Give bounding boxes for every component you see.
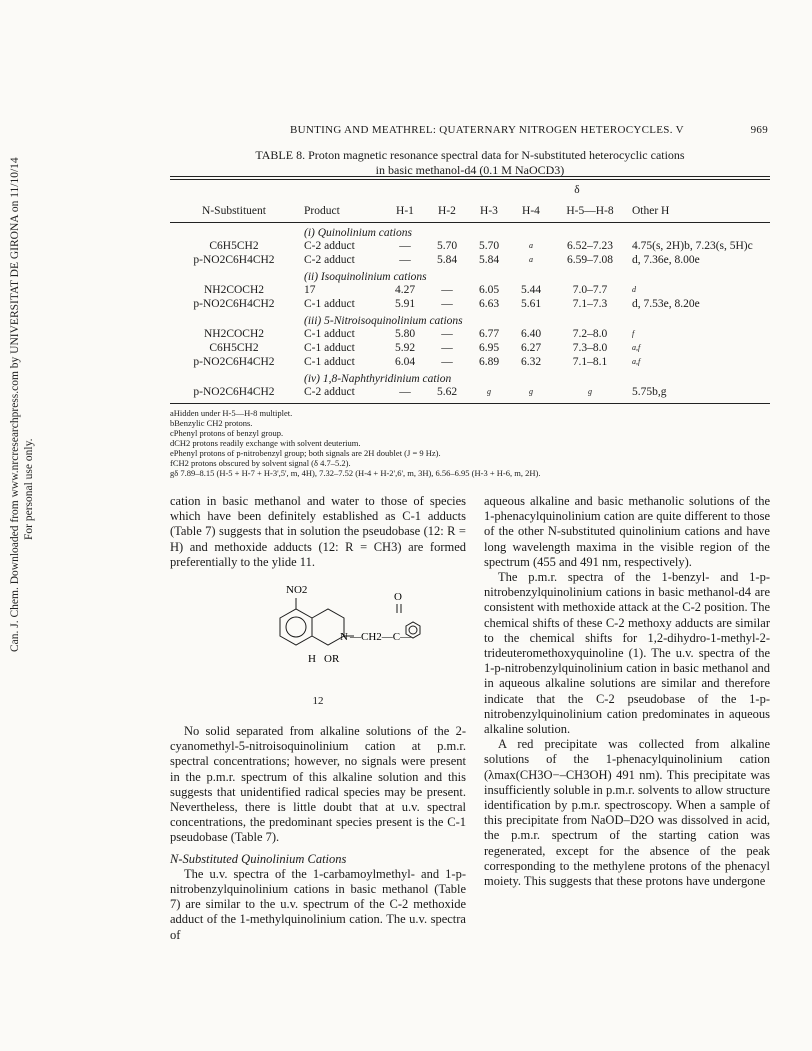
table-cell: 6.32 bbox=[520, 355, 542, 368]
table-cell: 6.52–7.23 bbox=[567, 239, 613, 252]
table-cell: f bbox=[632, 328, 635, 338]
section-label: (ii) Isoquinolinium cations bbox=[304, 270, 427, 283]
table-cell: — bbox=[441, 327, 453, 340]
table-cell: 7.1–7.3 bbox=[572, 297, 608, 310]
section-label: (iv) 1,8-Naphthyridinium cation bbox=[304, 372, 452, 385]
table-cell: 6.59–7.08 bbox=[567, 253, 613, 266]
table-cell: — bbox=[399, 239, 411, 252]
table-cell: 6.95 bbox=[478, 341, 500, 354]
table-header-row bbox=[170, 200, 770, 222]
right-paragraph-3: A red precipitate was collected from alkaline solutions of the 1-phenacylquinolinium cation (λmax(CH3O−–CH3OH) 491 nm). This precipitate was insufficiently soluble in p.m.r. solvents to allow structure identification by p.m.r. spectroscopy. When a sample of this precipitate from NaOD–D2O was dissolved in acid, the p.m.r. spectrum of the starting cation was regenerated, except for the absence of the peak corresponding to the methylene protons of the phenacyl moiety. This suggests that these protons have undergone bbox=[484, 737, 770, 889]
right-paragraph-1: aqueous alkaline and basic methanolic solutions of the 1-phenacylquinolinium cation are quite different to those of the other N-substituted quinolinium cations and have long wavelength maxima in the visible region of the spectrum (455 and 491 nm, respectively). bbox=[484, 494, 770, 569]
table-cell: d, 7.53e, 8.20e bbox=[632, 297, 700, 310]
structure-12 bbox=[170, 578, 466, 710]
table-cell: 5.62 bbox=[436, 385, 458, 398]
column-header: H-3 bbox=[480, 204, 498, 217]
table-footnotes bbox=[170, 408, 770, 478]
or-label: OR bbox=[324, 653, 340, 666]
table-cell: 6.04 bbox=[394, 355, 416, 368]
table-cell: 5.91 bbox=[394, 297, 416, 310]
table-section-label bbox=[170, 311, 770, 327]
table-cell: 5.92 bbox=[394, 341, 416, 354]
table-cell: 6.63 bbox=[478, 297, 500, 310]
table-cell: — bbox=[399, 385, 411, 398]
table-cell: 6.89 bbox=[478, 355, 500, 368]
table-cell: 5.44 bbox=[520, 283, 542, 296]
oxygen-label: O bbox=[394, 591, 402, 604]
download-notice-line2: For personal use only. bbox=[23, 438, 35, 540]
footnote: cPhenyl protons of benzyl group. bbox=[170, 427, 284, 438]
table-cell: 4.75(s, 2H)b, 7.23(s, 5H)c bbox=[632, 239, 753, 252]
footnote: dCH2 protons readily exchange with solvent deuterium. bbox=[170, 437, 361, 448]
table-cell: 4.27 bbox=[394, 283, 416, 296]
table-cell: C-2 adduct bbox=[304, 385, 355, 398]
table-cell: p-NO2C6H4CH2 bbox=[193, 355, 275, 368]
table-section-label bbox=[170, 369, 770, 385]
table-cell: a bbox=[529, 240, 533, 250]
table-row bbox=[170, 355, 770, 369]
table-cell: 7.2–8.0 bbox=[572, 327, 608, 340]
table-cell: C6H5CH2 bbox=[209, 239, 259, 252]
table-row bbox=[170, 283, 770, 297]
table-cell: g bbox=[588, 386, 592, 396]
delta-symbol: δ bbox=[574, 184, 580, 196]
running-title: BUNTING AND MEATHREL: QUATERNARY NITROGEN HETEROCYCLES. V bbox=[290, 124, 684, 136]
table-cell: 17 bbox=[304, 283, 316, 296]
table-bottom-rule bbox=[170, 403, 770, 404]
section-label: (i) Quinolinium cations bbox=[304, 226, 412, 239]
structure-number: 12 bbox=[312, 695, 324, 708]
table-cell: C-1 adduct bbox=[304, 355, 355, 368]
table-cell: — bbox=[441, 297, 453, 310]
hydrogen-label: H bbox=[308, 653, 316, 666]
table-cell: d bbox=[632, 284, 636, 294]
table-row bbox=[170, 385, 770, 399]
download-notice bbox=[2, 40, 46, 660]
table-cell: a,f bbox=[632, 342, 641, 352]
table-row bbox=[170, 297, 770, 311]
table-cell: C-2 adduct bbox=[304, 239, 355, 252]
table-cell: 7.3–8.0 bbox=[572, 341, 608, 354]
left-paragraph-2: No solid separated from alkaline solutions of the 2-cyanomethyl-5-nitroisoquinolinium cation at p.m.r. spectral concentrations; however, no signals were present in the p.m.r. spectrum of this alkaline solution and this suggests that unidentified radical species may be present. Nevertheless, there is little doubt that at u.v. spectral concentrations, the predominant species present is the C-1 pseudobase (Table 7). bbox=[170, 724, 466, 845]
left-column bbox=[170, 494, 466, 943]
footnote: gδ 7.89–8.15 (H-5 + H-7 + H-3',5', m, 4H), 7.32–7.52 (H-4 + H-2',6', m, 3H), 6.56–6.95 (H-3 + H-6, m, 2H). bbox=[170, 467, 541, 478]
table-section-label bbox=[170, 267, 770, 283]
table-cell: — bbox=[441, 283, 453, 296]
table-cell: C-1 adduct bbox=[304, 297, 355, 310]
table-cell: — bbox=[441, 355, 453, 368]
footnote: bBenzylic CH2 protons. bbox=[170, 417, 253, 428]
table-cell: NH2COCH2 bbox=[203, 327, 265, 340]
table-cell: 5.80 bbox=[394, 327, 416, 340]
table-cell: — bbox=[441, 341, 453, 354]
table-cell: a bbox=[529, 254, 533, 264]
section-label: (iii) 5-Nitroisoquinolinium cations bbox=[304, 314, 463, 327]
table-cell: C6H5CH2 bbox=[209, 341, 259, 354]
column-header: Product bbox=[304, 204, 340, 217]
right-paragraph-2: The p.m.r. spectra of the 1-benzyl- and 1-p-nitrobenzylquinolinium cations in basic methanol-d4 are consistent with methoxide attack at the C-2 position. The chemical shifts of these C-2 methoxy adducts are similar to the chemical shifts for 1,2-dihydro-1-methyl-2-trideuteromethoxyquinoline (1). The u.v. spectra of the 1-p-nitrobenzylquinolinium cation in basic methanol and in aqueous alkaline solutions are similar and therefore indicate that the C-2 pseudobase of the 1-p-nitrobenzylquinolinium cation predominates in aqueous alkaline solution. bbox=[484, 570, 770, 737]
table-row bbox=[170, 253, 770, 267]
footnote: ePhenyl protons of p-nitrobenzyl group; both signals are 2H doublet (J = 9 Hz). bbox=[170, 447, 441, 458]
structure-12-drawing bbox=[256, 578, 426, 688]
section-heading: N-Substituted Quinolinium Cations bbox=[170, 851, 347, 866]
table-cell: C-1 adduct bbox=[304, 327, 355, 340]
column-header: H-2 bbox=[438, 204, 456, 217]
column-header: N-Substituent bbox=[202, 204, 266, 217]
table-section-label bbox=[170, 223, 770, 239]
table-cell: 5.84 bbox=[436, 253, 458, 266]
footnote: fCH2 protons obscured by solvent signal (δ 4.7–5.2). bbox=[170, 457, 351, 468]
table-cell: a,f bbox=[632, 356, 641, 366]
table-cell: — bbox=[399, 253, 411, 266]
table-row bbox=[170, 239, 770, 253]
table-cell: p-NO2C6H4CH2 bbox=[193, 253, 275, 266]
table-cell: 6.05 bbox=[478, 283, 500, 296]
footnote: aHidden under H-5—H-8 multiplet. bbox=[170, 407, 293, 418]
table-cell: NH2COCH2 bbox=[203, 283, 265, 296]
nitrogen-label: N bbox=[340, 631, 348, 644]
table-row bbox=[170, 327, 770, 341]
nitro-label: NO2 bbox=[286, 584, 308, 597]
right-column bbox=[484, 494, 770, 889]
left-paragraph-1: cation in basic methanol and water to those of species which have been definitely established as C-1 adducts (Table 7) suggests that in solution the pseudobase (12: R = H) and methoxide adducts (12: R = CH3) are formed preferentially to the ylide 11. bbox=[170, 494, 466, 569]
table-cell: C-1 adduct bbox=[304, 341, 355, 354]
table-cell: 5.61 bbox=[520, 297, 542, 310]
table-8 bbox=[170, 176, 770, 478]
table-row bbox=[170, 341, 770, 355]
table-body bbox=[170, 223, 770, 403]
column-header: H-5—H-8 bbox=[566, 204, 614, 217]
table-cell: 6.27 bbox=[520, 341, 542, 354]
table-cell: 7.0–7.7 bbox=[572, 283, 608, 296]
table-cell: 5.70 bbox=[436, 239, 458, 252]
table-cell: g bbox=[487, 386, 491, 396]
left-paragraph-3: The u.v. spectra of the 1-carbamoylmethyl- and 1-p-nitrobenzylquinolinium cations in basic methanol (Table 7) are similar to the u.v. spectrum of the C-2 methoxide adduct of the 1-methylquinolinium cation. The u.v. spectra of bbox=[170, 866, 466, 942]
page-number: 969 bbox=[750, 124, 768, 136]
table-cell: p-NO2C6H4CH2 bbox=[193, 297, 275, 310]
table-cell: p-NO2C6H4CH2 bbox=[193, 385, 275, 398]
table-cell: 5.84 bbox=[478, 253, 500, 266]
column-header: Other H bbox=[632, 204, 670, 217]
table-cell: d, 7.36e, 8.00e bbox=[632, 253, 700, 266]
table-cell: C-2 adduct bbox=[304, 253, 355, 266]
table-cell: 6.40 bbox=[520, 327, 542, 340]
table-cell: g bbox=[529, 386, 533, 396]
table-caption-line1: TABLE 8. Proton magnetic resonance spectral data for N-substituted heterocyclic cations bbox=[255, 148, 685, 162]
table-cell: 6.77 bbox=[478, 327, 500, 340]
download-notice-line1: Can. J. Chem. Downloaded from www.nrcresearchpress.com by UNIVERSITAT DE GIRONA on 11/10/14 bbox=[9, 157, 21, 652]
table-cell: 7.1–8.1 bbox=[572, 355, 608, 368]
table-caption bbox=[170, 148, 770, 178]
nmr-table bbox=[170, 180, 770, 403]
table-cell: 5.70 bbox=[478, 239, 500, 252]
chain-label: —CH2—C— bbox=[350, 631, 412, 644]
column-header: H-4 bbox=[522, 204, 540, 217]
table-cell: 5.75b,g bbox=[632, 385, 667, 398]
column-header: H-1 bbox=[396, 204, 414, 217]
table-caption-line2: in basic methanol-d4 (0.1 M NaOCD3) bbox=[375, 163, 565, 177]
